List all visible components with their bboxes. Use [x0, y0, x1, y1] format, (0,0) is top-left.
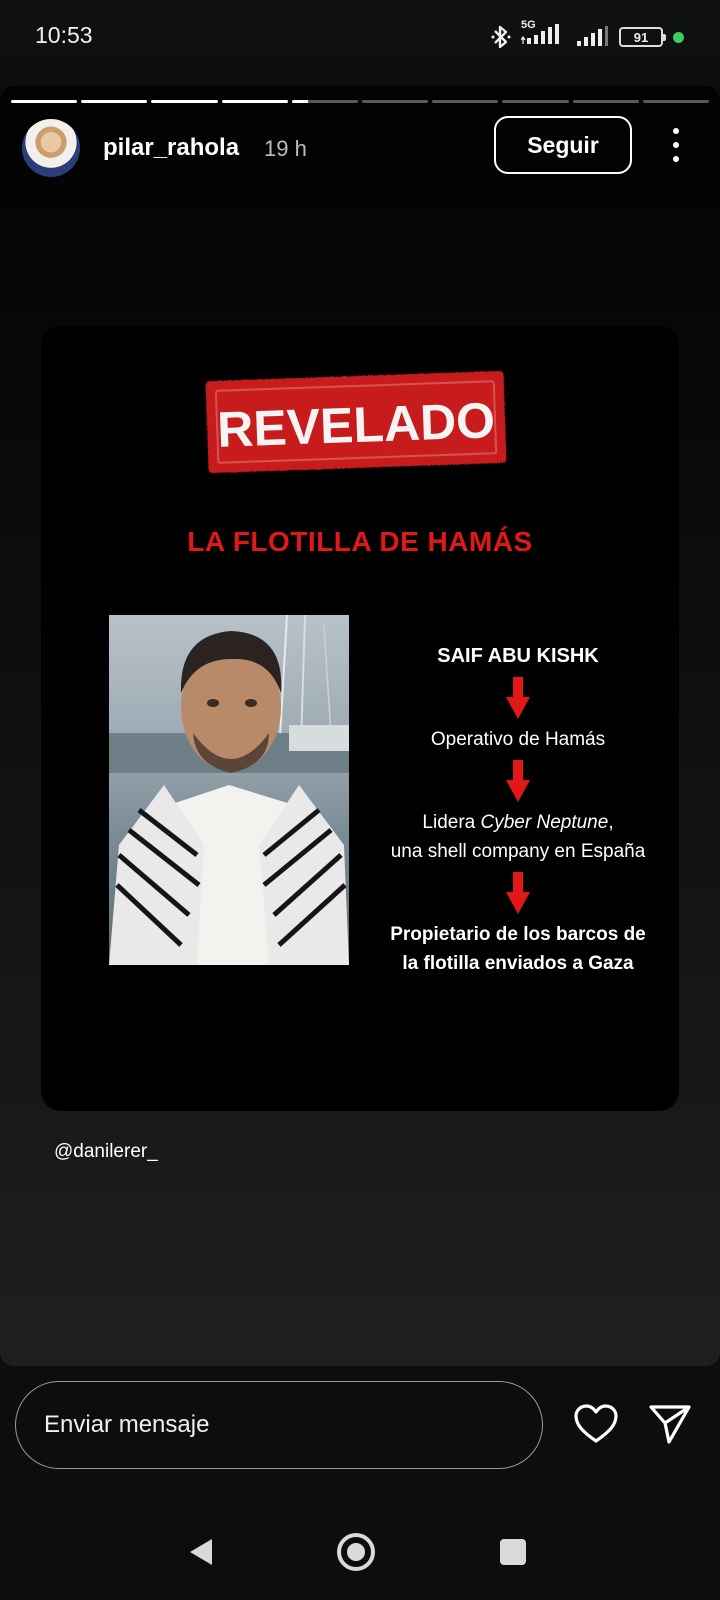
network-type-label: 5G [521, 18, 536, 31]
battery-icon [619, 27, 663, 47]
system-navigation-bar [0, 1510, 720, 1600]
post-card [41, 326, 679, 1111]
status-icons [491, 18, 684, 52]
story-progress-segment [643, 100, 709, 103]
story-progress-segment [292, 100, 358, 103]
battery-level: 91 [633, 29, 649, 45]
recents-icon[interactable] [500, 1539, 526, 1565]
story-progress-segment [502, 100, 568, 103]
flow-step-2-line-2: una shell company en España [390, 841, 646, 862]
story-progress-segment [573, 100, 639, 103]
flow-step-3-line-2: la flotilla enviados a Gaza [402, 953, 634, 974]
signal-icon [575, 26, 609, 48]
arrow-down-icon [506, 872, 530, 914]
arrow-down-icon [506, 760, 530, 802]
avatar[interactable] [22, 119, 80, 177]
send-icon[interactable] [648, 1402, 692, 1446]
more-options-icon[interactable] [662, 128, 690, 162]
home-icon[interactable] [337, 1533, 375, 1571]
person-photo [109, 615, 349, 965]
arrow-down-icon [506, 677, 530, 719]
heart-icon[interactable] [573, 1403, 619, 1445]
camera-indicator-dot [673, 32, 684, 43]
story-time: 19 h [264, 136, 307, 161]
flow-step-3-line-1: Propietario de los barcos de [390, 924, 646, 945]
mention-sticker[interactable]: @danilerer_ [54, 1141, 158, 1162]
status-time: 10:53 [35, 22, 93, 48]
flow-step-2 [357, 808, 679, 837]
status-bar [0, 0, 720, 56]
story-progress-segment [362, 100, 428, 103]
flow-step-1: Operativo de Hamás [430, 729, 606, 750]
bluetooth-icon [491, 24, 511, 50]
story-progress-bar [11, 100, 709, 103]
flow-step-2-prefix: Lidera [422, 812, 481, 833]
story-progress-segment [432, 100, 498, 103]
follow-button[interactable]: Seguir [494, 116, 632, 174]
revelado-stamp [201, 366, 511, 476]
post-title: LA FLOTILLA DE HAMÁS [187, 526, 533, 557]
story-progress-segment [151, 100, 217, 103]
story-viewer[interactable] [0, 86, 720, 1366]
story-progress-segment [81, 100, 147, 103]
username[interactable]: pilar_rahola [103, 134, 240, 161]
back-icon[interactable] [188, 1537, 214, 1567]
story-header [0, 116, 720, 178]
accusation-flow [357, 616, 679, 978]
company-name: Cyber Neptune [480, 812, 609, 833]
flow-step-2-suffix: , [608, 812, 614, 833]
stamp-text: REVELADO [216, 392, 496, 458]
send-message-input[interactable] [15, 1381, 543, 1469]
story-progress-segment [11, 100, 77, 103]
signal-icon [521, 18, 565, 51]
flow-name: SAIF ABU KISHK [437, 645, 599, 667]
story-progress-segment [222, 100, 288, 103]
